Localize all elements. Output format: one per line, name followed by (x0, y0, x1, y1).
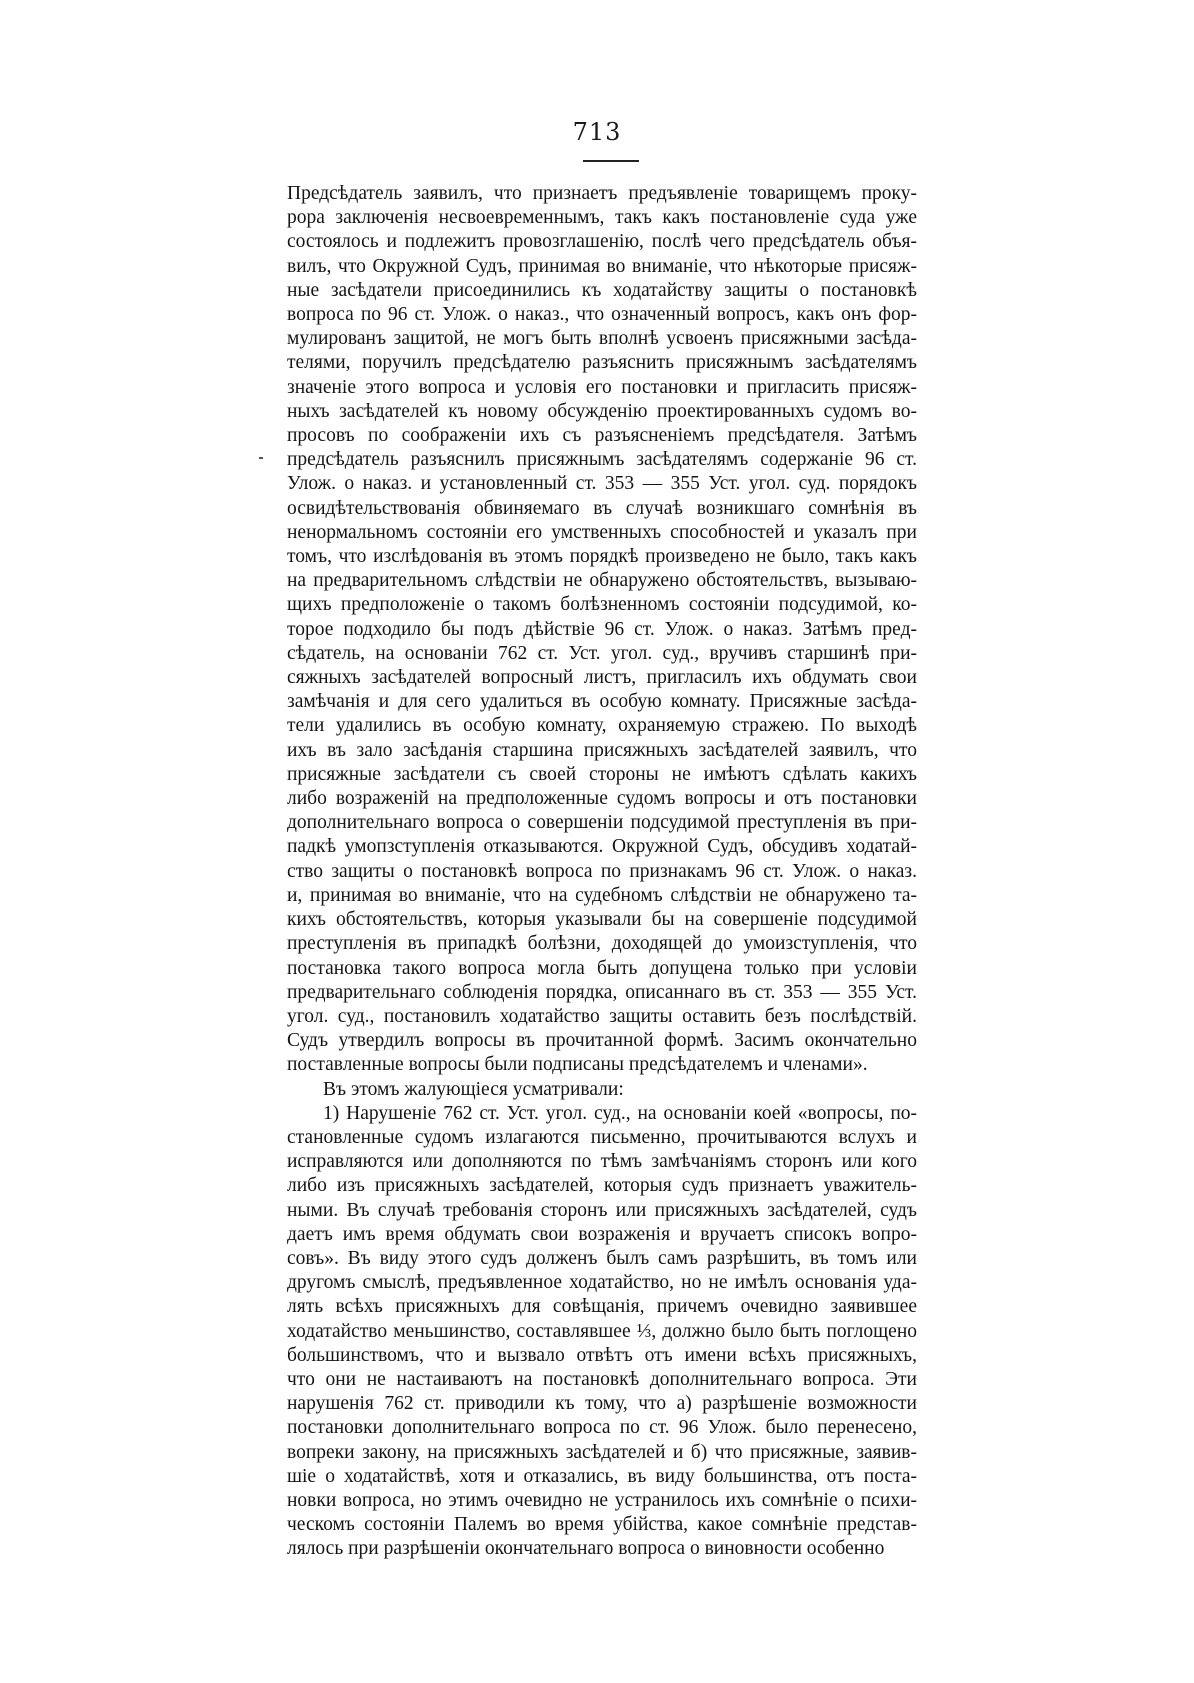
text-line: большинствомъ, что и вызвало отвѣтъ отъ имени всѣхъ присяжныхъ, (287, 1344, 917, 1366)
text-line: постановка такого вопроса могла быть допущена только при условіи (287, 957, 917, 979)
text-line: вопроса по 96 ст. Улож. о наказ., что означенный вопросъ, какъ онъ фор- (287, 304, 917, 326)
text-line: вопреки закону, на присяжныхъ засѣдателей и б) что присяжные, заявив- (287, 1441, 917, 1463)
text-line: рора заключенія несвоевременнымъ, такъ какъ постановленіе суда уже (287, 207, 917, 229)
text-line: поставленные вопросы были подписаны предсѣдателемъ и членами». (287, 1054, 868, 1076)
text-line: мулированъ защитой, не могъ быть вполнѣ усвоенъ присяжными засѣда- (287, 328, 917, 350)
text-line: либо возраженій на предположенные судомъ вопросы и отъ постановки (287, 788, 917, 810)
text-line: лять всѣхъ присяжныхъ для совѣщанія, причемъ очевидно заявившее (287, 1296, 917, 1318)
text-line: торое подходило бы подъ дѣйствіе 96 ст. Улож. о наказ. Затѣмъ пред- (287, 618, 917, 640)
text-line: замѣчанія и для сего удалиться въ особую комнату. Присяжные засѣда- (287, 691, 917, 713)
text-line: 1) Нарушеніе 762 ст. Уст. угол. суд., на основаніи коей «вопросы, по- (323, 1102, 917, 1124)
paragraph (287, 1102, 917, 1562)
paragraph (287, 1078, 917, 1102)
text-line: тели удалились въ особую комнату, охраняемую стражею. По выходѣ (287, 715, 917, 737)
text-line: новки вопроса, но этимъ очевидно не устранилось ихъ сомнѣніе о психи- (287, 1489, 917, 1511)
text-line: Въ этомъ жалующіеся усматривали: (323, 1078, 624, 1100)
page-number: 713 (572, 118, 622, 146)
text-line: кихъ обстоятельствъ, которыя указывали бы на совершеніе подсудимой (287, 909, 917, 931)
text-line: Судъ утвердилъ вопросы въ прочитанной формѣ. Засимъ окончательно (287, 1030, 917, 1052)
text-line: предварительнаго соблюденія порядка, описаннаго въ ст. 353 — 355 Уст. (287, 981, 917, 1003)
text-line: освидѣтельствованія обвиняемаго въ случаѣ возникшаго сомнѣнія въ (287, 497, 917, 519)
text-line: ненормальномъ состояніи его умственныхъ способностей и указалъ при (287, 521, 917, 543)
text-line: сяжныхъ засѣдателей вопросный листъ, пригласилъ ихъ обдумать свои (287, 667, 917, 689)
text-line: становленные судомъ излагаются письменно, прочитываются вслухъ и (287, 1126, 917, 1148)
text-line: ходатайство меньшинство, составлявшее ⅓, должно было быть поглощено (287, 1320, 917, 1342)
text-line: ихъ въ зало засѣданія старшина присяжныхъ засѣдателей заявилъ, что (287, 739, 917, 761)
text-line: значеніе этого вопроса и условія его постановки и пригласить присяж- (287, 376, 917, 398)
text-line: даетъ имъ время обдумать свои возраженія и вручаетъ списокъ вопро- (287, 1223, 917, 1245)
text-line: другомъ смыслѣ, предъявленное ходатайство, но не имѣлъ основанія уда- (287, 1272, 917, 1294)
text-line: щихъ предположеніе о такомъ болѣзненномъ состояніи подсудимой, ко- (287, 594, 917, 616)
text-line: телями, поручилъ предсѣдателю разъяснить присяжнымъ засѣдателямъ (287, 352, 917, 374)
text-line: ныхъ засѣдателей къ новому обсужденію проектированныхъ судомъ во- (287, 400, 917, 422)
text-line: ными. Въ случаѣ требованія сторонъ или присяжныхъ засѣдателей, судъ (287, 1199, 917, 1221)
text-line: Предсѣдатель заявилъ, что признаетъ предъявленіе товарищемъ проку- (287, 183, 917, 204)
text-line: ство защиты о постановкѣ вопроса по признакамъ 96 ст. Улож. о наказ. (287, 860, 917, 882)
text-line: и, принимая во вниманіе, что на судебномъ слѣдствіи не обнаружено та- (287, 884, 917, 906)
text-line: Улож. о наказ. и установленный ст. 353 — 355 Уст. угол. суд. порядокъ (287, 473, 917, 495)
text-line: либо изъ присяжныхъ засѣдателей, которыя судъ признаетъ уважитель- (287, 1175, 917, 1197)
text-line: исправляются или дополняются по тѣмъ замѣчаніямъ сторонъ или кого (287, 1151, 917, 1173)
text-line: присяжные засѣдатели съ своей стороны не имѣютъ сдѣлать какихъ (287, 763, 917, 785)
text-line: на предварительномъ слѣдствіи не обнаружено обстоятельствъ, вызываю- (287, 570, 917, 592)
text-line: предсѣдатель разъяснилъ присяжнымъ засѣдателямъ содержаніе 96 ст. (287, 449, 917, 471)
text-line: сѣдатель, на основаніи 762 ст. Уст. угол. суд., вручивъ старшинѣ при- (287, 642, 917, 664)
text-line: томъ, что изслѣдованія въ этомъ порядкѣ произведено не было, такъ какъ (287, 546, 917, 568)
text-line: совъ». Въ виду этого судъ долженъ былъ самъ разрѣшить, въ томъ или (287, 1247, 917, 1269)
text-line: угол. суд., постановилъ ходатайство защиты оставить безъ послѣдствій. (287, 1005, 917, 1027)
text-line: нарушенія 762 ст. приводили къ тому, что а) разрѣшеніе возможности (287, 1393, 917, 1415)
margin-mark (259, 457, 263, 459)
text-line: шіе о ходатайствѣ, хотя и отказались, въ виду большинства, отъ поста- (287, 1465, 917, 1487)
text-line: просовъ по соображеніи ихъ съ разъясненіемъ предсѣдателя. Затѣмъ (287, 425, 917, 447)
text-line: ные засѣдатели присоединились къ ходатайству защиты о постановкѣ (287, 279, 917, 301)
text-line: ческомъ состояніи Палемъ во время убійства, какое сомнѣніе представ- (287, 1514, 917, 1536)
text-line: преступленія въ припадкѣ болѣзни, доходящей до умоизступленія, что (287, 933, 917, 955)
paragraph (287, 182, 917, 1078)
text-line: постановки дополнительнаго вопроса по ст. 96 Улож. было перенесено, (287, 1417, 917, 1439)
text-line: состоялось и подлежитъ провозглашенію, послѣ чего предсѣдатель объя- (287, 231, 917, 253)
text-line: падкѣ умопзступленія отказываются. Окружной Судъ, обсудивъ ходатай- (287, 836, 917, 858)
text-line: лялось при разрѣшеніи окончательнаго вопроса о виновности особенно (287, 1538, 885, 1560)
page-number-rule (583, 160, 639, 162)
text-line: вилъ, что Окружной Судъ, принимая во вниманіе, что нѣкоторые присяж- (287, 255, 917, 277)
text-block (287, 182, 917, 1562)
text-line: дополнительнаго вопроса о совершеніи подсудимой преступленія въ при- (287, 812, 917, 834)
text-line: что они не настаиваютъ на постановкѣ дополнительнаго вопроса. Эти (287, 1368, 917, 1390)
